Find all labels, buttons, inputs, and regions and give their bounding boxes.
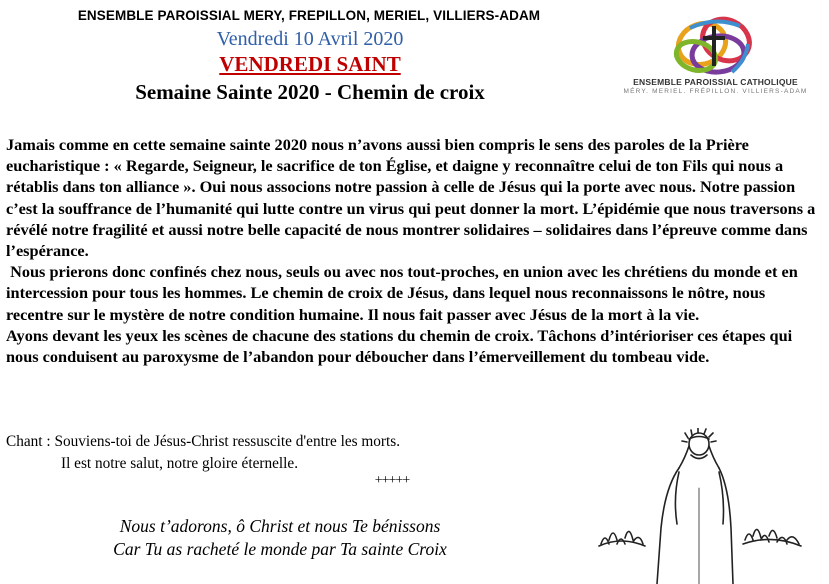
- page-subtitle: Semaine Sainte 2020 - Chemin de croix: [135, 80, 485, 104]
- chant-block: [6, 431, 566, 475]
- logo-caption: ENSEMBLE PAROISSIAL CATHOLIQUE: [633, 77, 798, 87]
- organization-heading: ENSEMBLE PAROISSIAL MERY, FREPILLON, MERIEL, VILLIERS-ADAM: [77, 8, 541, 23]
- paragraph: Ayons devant les yeux les scènes de chacune des stations du chemin de croix. Tâchons d’intérioriser ces étapes qui nous conduisent au paroxysme de l’abandon pour déboucher dans l’émerveillement du tombeau vide.: [6, 325, 793, 367]
- prayer-block: [60, 515, 500, 561]
- logo-subcaption: MÉRY. MERIEL. FRÉPILLON. VILLIERS-ADAM: [623, 88, 808, 95]
- chant-line: Il est notre salut, notre gloire éternelle.: [61, 455, 299, 472]
- date-line: Vendredi 10 Avril 2020: [216, 28, 404, 50]
- paragraph: Nous prierons donc confinés chez nous, seuls ou avec nos tout-proches, en union avec les chrétiens du monde et en intercession pour tous les hommes. Le chemin de croix de Jésus, dans lequel nous reconnaissons le nôtre, nous recentre sur le mystère de notre condition humaine. Il nous fait passer avec Jésus de la mort à la vie.: [6, 262, 802, 324]
- prayer-line: Car Tu as racheté le monde par Ta sainte Croix: [113, 539, 447, 559]
- separator: +++++: [374, 473, 410, 488]
- page-title: VENDREDI SAINT: [219, 52, 401, 76]
- christ-with-crown-of-thorns-icon: [595, 428, 805, 584]
- intro-text: [6, 134, 821, 367]
- prayer-line: Nous t’adorons, ô Christ et nous Te bénissons: [119, 516, 441, 536]
- paragraph: Jamais comme en cette semaine sainte 2020 nous n’avons aussi bien compris le sens des paroles de la Prière eucharistique : « Regarde, Seigneur, le sacrifice de ton Église, et daigne y reconnaître celui de ton Fils qui nous a rétablis dans ton alliance ». Oui nous associons notre passion à celle de Jésus qui la porte avec nous. Notre passion c’est la souffrance de l’humanité qui lutte contre un virus qui peut donner la mort. L’épidémie que nous traversons a révélé notre fragilité et aussi notre belle capacité de nous montrer solidaires – solidaires dans l’épreuve comme dans l’espérance.: [6, 135, 816, 261]
- cross-in-circles-icon: [660, 10, 770, 82]
- chant-line: Chant : Souviens-toi de Jésus-Christ ressuscite d'entre les morts.: [6, 433, 401, 450]
